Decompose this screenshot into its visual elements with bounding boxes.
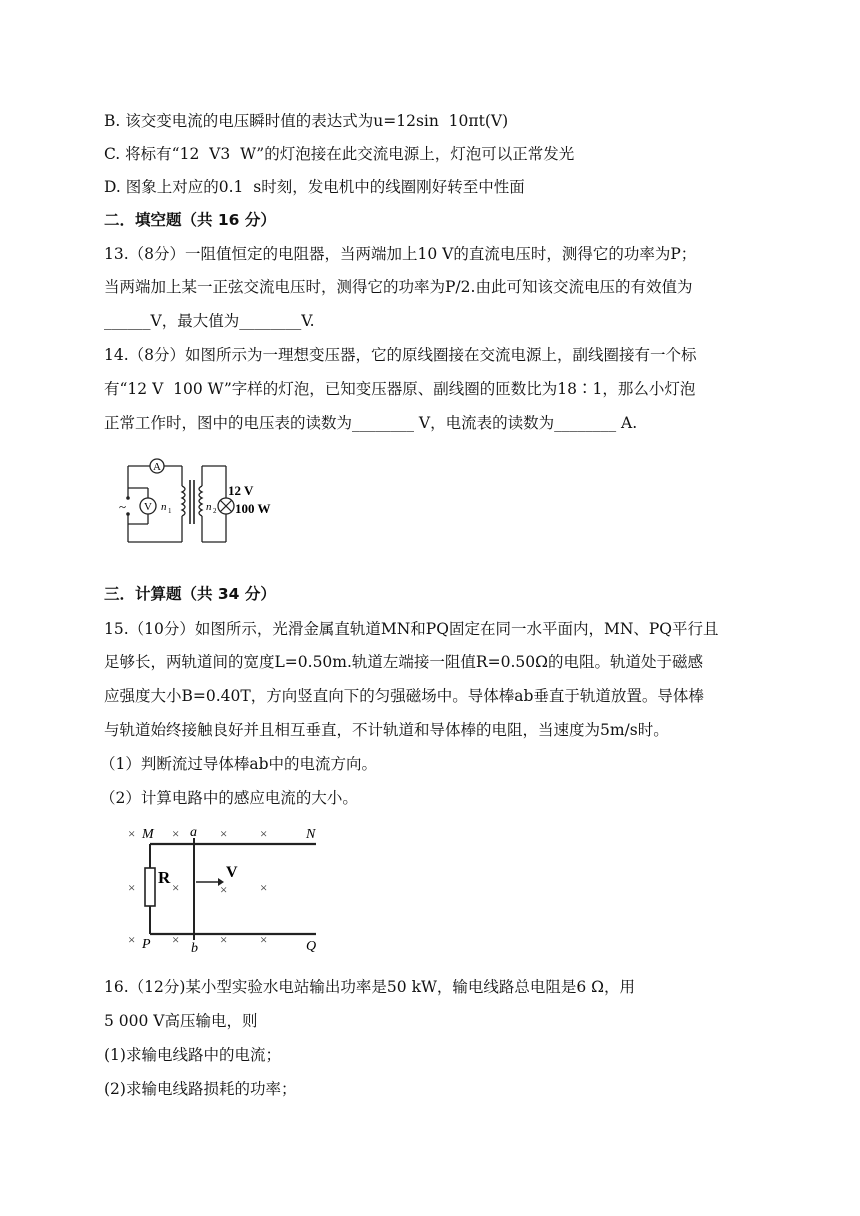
q16-sub-2: (2)求输电线路损耗的功率； (104, 1080, 297, 1098)
label-p: P (142, 937, 151, 952)
field-cross: × (220, 882, 228, 897)
q14-line-2: 有“12 V 100 W”字样的灯泡，已知变压器原、副线圈的匝数比为18∶1，那么小灯泡 (104, 380, 696, 398)
q13-line-2: 当两端加上某一正弦交流电压时，测得它的功率为P/2.由此可知该交流电压的有效值为 (104, 278, 693, 296)
rails-magnetic-field-figure (120, 822, 330, 957)
section-heading-calculation: 三．计算题（共 34 分） (104, 585, 276, 603)
q14-line-1: 14.（8分）如图所示为一理想变压器，它的原线圈接在交流电源上，副线圈接有一个标 (104, 346, 697, 364)
q15-line-3: 应强度大小B=0.40T，方向竖直向下的匀强磁场中。导体棒ab垂直于轨道放置。导体棒 (104, 687, 704, 705)
option-b: B. 该交变电流的电压瞬时值的表达式为u=12sin 10πt(V) (104, 112, 509, 130)
lamp-symbol (218, 498, 234, 514)
section-heading-fill-in: 二．填空题（共 16 分） (104, 211, 276, 229)
label-a: a (190, 825, 197, 840)
label-m: M (142, 827, 154, 842)
lamp-power-label: 100 W (235, 501, 271, 516)
ammeter-symbol (150, 459, 164, 473)
q16-sub-1: (1)求输电线路中的电流； (104, 1046, 281, 1064)
q15-line-4: 与轨道始终接触良好并且相互垂直，不计轨道和导体棒的电阻，当速度为5m/s时。 (104, 721, 669, 739)
field-cross: × (172, 826, 180, 841)
voltmeter-symbol (140, 498, 156, 514)
field-cross: × (220, 932, 228, 947)
q15-line-2: 足够长，两轨道间的宽度L=0.50m.轨道左端接一阻值R=0.50Ω的电阻。轨道处于磁感 (104, 653, 703, 671)
transformer-circuit-figure (110, 458, 290, 548)
q16-line-2: 5 000 V高压输电，则 (104, 1012, 258, 1030)
label-v: V (226, 864, 238, 881)
q15-sub-1: （1）判断流过导体棒ab中的电流方向。 (100, 755, 378, 773)
resistor-symbol (145, 868, 155, 906)
field-cross: × (172, 880, 180, 895)
field-cross: × (172, 932, 180, 947)
q13-line-1: 13.（8分）一阻值恒定的电阻器，当两端加上10 V的直流电压时，测得它的功率为P； (104, 245, 697, 263)
label-b: b (191, 941, 198, 956)
field-cross: × (260, 932, 268, 947)
ac-source-symbol: ~ (119, 499, 127, 514)
field-cross: × (128, 826, 136, 841)
label-r: R (158, 868, 171, 887)
label-n1-sub: 1 (168, 507, 172, 515)
field-cross: × (128, 880, 136, 895)
option-d: D. 图象上对应的0.1 s时刻，发电机中的线圈刚好转至中性面 (104, 178, 525, 196)
field-cross: × (220, 826, 228, 841)
field-cross: × (260, 826, 268, 841)
q15-line-1: 15.（10分）如图所示，光滑金属直轨道MN和PQ固定在同一水平面内，MN、PQ平行且 (104, 620, 719, 638)
q14-line-3: 正常工作时，图中的电压表的读数为________ V，电流表的读数为________ A. (104, 414, 638, 432)
svg-text:A: A (153, 461, 161, 473)
field-cross: × (260, 880, 268, 895)
label-n: N (306, 827, 316, 842)
q16-line-1: 16.（12分)某小型实验水电站输出功率是50 kW，输电线路总电阻是6 Ω，用 (104, 978, 636, 996)
label-n2: n (206, 501, 212, 513)
label-n1: n (161, 501, 167, 513)
lamp-voltage-label: 12 V (228, 483, 254, 498)
option-c: C. 将标有“12 V3 W”的灯泡接在此交流电源上，灯泡可以正常发光 (104, 145, 575, 163)
field-cross: × (128, 932, 136, 947)
svg-text:V: V (144, 501, 152, 513)
label-n2-sub: 2 (213, 507, 217, 515)
q15-sub-2: （2）计算电路中的感应电流的大小。 (100, 789, 358, 807)
q13-line-3: ______V，最大值为________V. (104, 312, 315, 330)
label-q: Q (306, 939, 317, 954)
